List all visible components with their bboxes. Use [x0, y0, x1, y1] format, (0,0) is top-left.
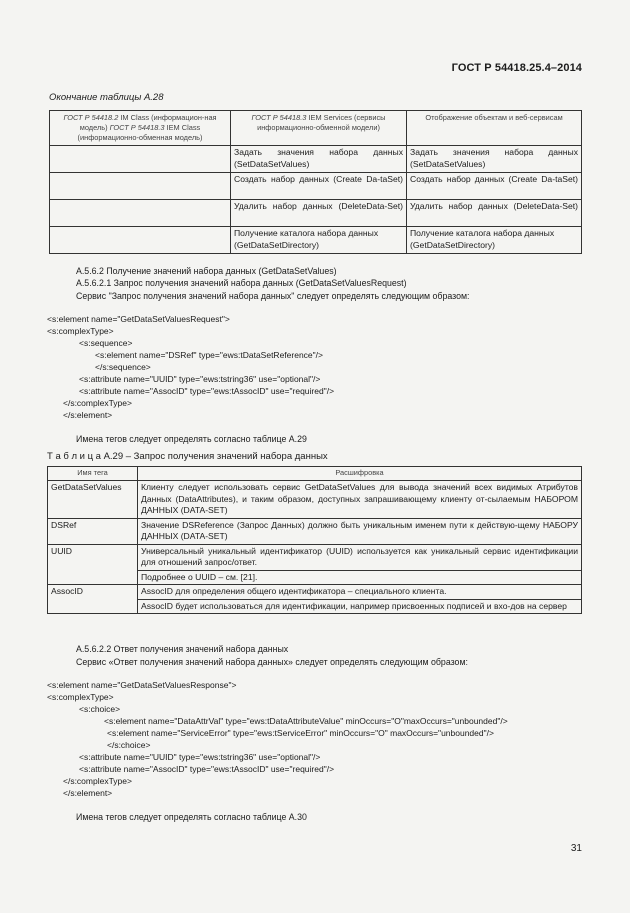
page-number: 31 — [570, 843, 582, 854]
tag-description-cell: Подробнее о UUID – см. [21]. — [138, 570, 582, 585]
tag-description-cell: AssocID для определения общего идентификатора – специального клиента. — [138, 585, 582, 600]
code-line: <s:attribute name="UUID" type="ews:tstring36" use="optional"/> — [79, 374, 321, 384]
table-cell: Создать набор данных (Create Da-taSet) — [231, 173, 407, 200]
table-cell — [50, 173, 231, 200]
tag-description-cell: Значение DSReference (Запрос Данных) должно быть уникальным именем пути к действую-щему НАБОРУ ДАННЫХ (DATA-SET) — [138, 518, 582, 544]
table-row — [50, 173, 582, 200]
code-line: <s:element name="DataAttrVal" type="ews:tDataAttributeValue" minOccurs="O"maxOccurs="unbounded"/> — [104, 716, 508, 726]
code-line: </s:sequence> — [95, 362, 151, 372]
tag-description-cell: Универсальный уникальный идентификатор (UUID) используется как уникальный сервис идентификации для отношений запрос/ответ. — [138, 544, 582, 570]
table-row — [48, 544, 582, 570]
table-row — [48, 481, 582, 519]
code-line: <s:element name="GetDataSetValuesRequest"> — [47, 314, 230, 324]
table-row — [50, 227, 582, 254]
table-header-row — [50, 111, 582, 146]
table-row — [50, 200, 582, 227]
code-line: <s:element name="GetDataSetValuesResponse"> — [47, 680, 237, 690]
paragraph: Сервис "Запрос получения значений набора данных" следует определять следующим образом: — [76, 291, 470, 301]
table-a28-caption: Окончание таблицы А.28 — [49, 92, 164, 103]
table-cell: Создать набор данных (Create Da-taSet) — [407, 173, 582, 200]
table-cell: Получение каталога набора данных (GetDataSetDirectory) — [231, 227, 407, 254]
code-line: </s:choice> — [107, 740, 151, 750]
table-cell: Удалить набор данных (DeleteData-Set) — [231, 200, 407, 227]
table-header-cell: ГОСТ Р 54418.2 IM Class (информацион-ная модель) ГОСТ Р 54418.3 IEM Class (информационно-обменная модель) — [50, 111, 231, 146]
table-row — [48, 585, 582, 600]
table-cell — [50, 200, 231, 227]
code-line: </s:element> — [63, 410, 113, 420]
table-header-cell: Имя тега — [48, 467, 138, 481]
table-a29-caption: Т а б л и ц а А.29 – Запрос получения значений набора данных — [47, 451, 328, 462]
code-line: <s:attribute name="AssocID" type="ews:tAssocID" use="required"/> — [79, 386, 335, 396]
table-cell: Удалить набор данных (DeleteData-Set) — [407, 200, 582, 227]
table-cell — [50, 146, 231, 173]
code-line: <s:choice> — [79, 704, 121, 714]
code-line: <s:element name="DSRef" type="ews:tDataSetReference"/> — [95, 350, 323, 360]
table-a28 — [49, 110, 582, 254]
table-cell: Получение каталога набора данных (GetDataSetDirectory) — [407, 227, 582, 254]
table-header-cell: Отображение объектам и веб-сервисам — [407, 111, 582, 146]
code-line: <s:attribute name="AssocID" type="ews:tAssocID" use="required"/> — [79, 764, 335, 774]
section-subheading: А.5.6.2.2 Ответ получения значений набора данных — [76, 644, 289, 654]
code-line: <s:complexType> — [47, 692, 114, 702]
tag-name-cell: GetDataSetValues — [48, 481, 138, 519]
tag-description-cell: Клиенту следует использовать сервис GetDataSetValues для вывода значений всех видимых Атрибутов Данных (DataAttributes), и таким образом, доступных запрашивающему клиенту от-сылаемым НАБОРОМ ДАННЫХ (DATA-SET) — [138, 481, 582, 519]
table-cell — [50, 227, 231, 254]
paragraph: Имена тегов следует определять согласно таблице А.29 — [76, 434, 307, 444]
table-cell: Задать значения набора данных (SetDataSetValues) — [407, 146, 582, 173]
section-heading: А.5.6.2 Получение значений набора данных (GetDataSetValues) — [76, 266, 337, 276]
code-line: <s:attribute name="UUID" type="ews:tstring36" use="optional"/> — [79, 752, 321, 762]
document-number: ГОСТ Р 54418.25.4–2014 — [451, 62, 582, 74]
table-a29 — [47, 466, 582, 614]
code-line: </s:complexType> — [63, 398, 132, 408]
table-row — [50, 146, 582, 173]
section-subheading: А.5.6.2.1 Запрос получения значений набора данных (GetDataSetValuesRequest) — [76, 278, 407, 288]
table-header-cell: Расшифровка — [138, 467, 582, 481]
table-header-cell: ГОСТ Р 54418.3 IEM Services (сервисы информационно-обменной модели) — [231, 111, 407, 146]
table-cell: Задать значения набора данных (SetDataSetValues) — [231, 146, 407, 173]
table-header-row — [48, 467, 582, 481]
code-line: <s:sequence> — [79, 338, 133, 348]
code-line: <s:element name="ServiceError" type="ews:tServiceError" minOccurs="O" maxOccurs="unbounded"/> — [107, 728, 494, 738]
tag-description-cell: AssocID будет использоваться для идентификации, например присвоенных подписей и вхо-дов на сервер — [138, 599, 582, 614]
table-row — [48, 518, 582, 544]
paragraph: Сервис «Ответ получения значений набора данных» следует определять следующим образом: — [76, 657, 468, 667]
tag-name-cell: DSRef — [48, 518, 138, 544]
code-line: <s:complexType> — [47, 326, 114, 336]
tag-name-cell: AssocID — [48, 585, 138, 614]
code-line: </s:element> — [63, 788, 113, 798]
code-line: </s:complexType> — [63, 776, 132, 786]
tag-name-cell: UUID — [48, 544, 138, 585]
paragraph: Имена тегов следует определять согласно таблице А.30 — [76, 812, 307, 822]
